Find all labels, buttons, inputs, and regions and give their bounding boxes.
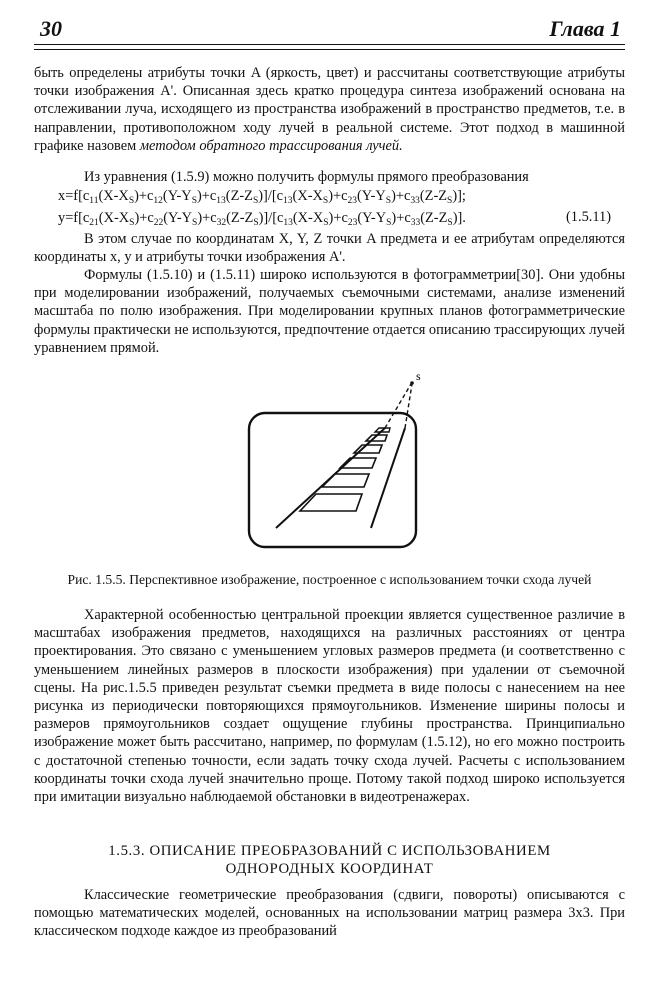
paragraph-text: Характерной особенностью центральной проекции является существенное различие в масштабах изображения предметов, находящихся на различных расстояниях от центра проектирования. Это связано с уменьшением угловых размеров предмета (и соответственно с уменьшением линейных размеров в плоскости изображения) при удалении от съемочной сцены. На рис.1.5.5 приведен результат съемки предмета в виде полосы с нанесением на нее рисунка из периодически повторяющихся прямоугольников. Изменение ширины полосы и размеров прямоугольников создает ощущение глубины пространства. Принципиально изображение может быть рассчитано, например, по формулам (1.5.12), но его можно построить с достаточной степенью точности, если задать точку схода лучей. Расчеты с использованием координаты точки схода лучей значительно проще. Потому такой подход широко используется при имитации визуально наблюдаемой обстановки в видеотренажерах. — [34, 607, 625, 806]
frame — [249, 413, 416, 547]
figure-caption: Рис. 1.5.5. Перспективное изображение, построенное с использованием точки схода лучей — [67, 572, 592, 587]
section-heading-line-1: 1.5.3. ОПИСАНИЕ ПРЕОБРАЗОВАНИЙ С ИСПОЛЬЗОВАНИЕМ — [108, 843, 551, 859]
equation-number: (1.5.11) — [566, 209, 612, 225]
formula-line-1: $x=f[c_{11}(X-X_S)+c_{12}(Y-Y_S)+c_{13}(Z-Z_S)]/[c_{13}(X-X_S)+c_{23}(Y-Y_S)+c_{33}(Z-Z_S)]$; — [58, 188, 466, 206]
page-number: 30 — [40, 16, 62, 41]
strip-rect — [322, 474, 369, 487]
paragraph-text: Из уравнения (1.5.9) можно получить формулы прямого преобразования — [84, 169, 529, 185]
paragraph-text: Формулы (1.5.10) и (1.5.11) широко используются в фотограмметрии[30]. Они удобны при моделировании изображений, получаемых съемочными системами, анализе изменений масштаба по полю изображения. При моделировании крупных планов фотограмметрические формулы практически не используются, предпочтение отдается описанию трассирующих лучей уравнением прямой. — [34, 267, 625, 356]
section-heading-line-2: ОДНОРОДНЫХ КООРДИНАТ — [225, 861, 434, 877]
section-heading — [34, 842, 625, 878]
formula-line-2: $y=f[c_{21}(X-X_S)+c_{22}(Y-Y_S)+c_{32}(Z-Z_S)]/[c_{13}(X-X_S)+c_{23}(Y-Y_S)+c_{33}(Z-Z_S)]$. — [58, 210, 466, 228]
vanishing-point-label: s — [416, 369, 421, 383]
paragraph-classic-transforms — [34, 886, 625, 941]
vanishing-point — [410, 381, 414, 385]
chapter-title: Глава 1 — [549, 16, 621, 41]
ray-left — [385, 384, 411, 428]
ray-right — [405, 384, 412, 428]
paragraph-text: Классические геометрические преобразования (сдвиги, повороты) описываются с помощью математических моделей, основанных на использовании матриц размера 3x3. При классическом подходе каждое из преобразований — [34, 887, 625, 940]
emphasis-term: методом обратного трассирования лучей. — [139, 137, 403, 154]
paragraph-text: В этом случае по координатам X, Y, Z точки A предмета и ее атрибутам определяются координаты x, y и атрибуты точки изображения A'. — [34, 231, 625, 266]
paragraph-central-projection — [34, 606, 625, 806]
strip-rect — [340, 458, 376, 468]
strip-right-edge — [371, 428, 405, 528]
paragraph-text: быть определены атрибуты точки A (яркость, цвет) и рассчитаны соответствующие атрибуты точки изображения A'. Описанная здесь кратко процедура синтеза изображений основана на отслеживании луча, исходящего из пространства изображений в пространство предметов, т.е. в направлении, противоположном ходу лучей в реальной системе. Этот подход в машинной графике назовем — [34, 65, 625, 154]
